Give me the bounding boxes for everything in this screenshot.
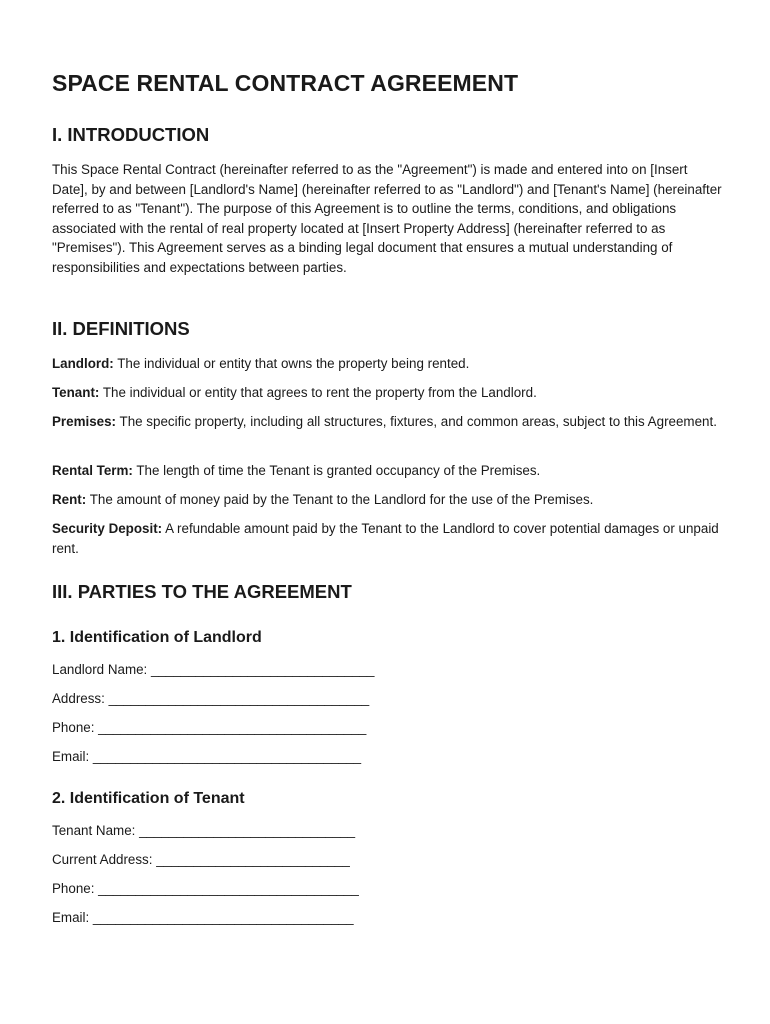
definition-premises: [52, 412, 722, 432]
definition-text: The length of time the Tenant is granted occupancy of the Premises.: [132, 463, 541, 478]
subheading-landlord-identification: 1. Identification of Landlord: [52, 629, 262, 646]
definition-text: A refundable amount paid by the Tenant to the Landlord to cover potential damages or unpaid rent.: [52, 521, 719, 556]
definition-security-deposit: [52, 519, 722, 558]
definition-rent: [52, 490, 722, 510]
document-title: SPACE RENTAL CONTRACT AGREEMENT: [52, 70, 519, 96]
section-heading-parties: III. PARTIES TO THE AGREEMENT: [52, 581, 352, 602]
subheading-tenant-identification: 2. Identification of Tenant: [52, 790, 245, 807]
definition-term: Rent:: [52, 492, 87, 507]
section-heading-introduction: I. INTRODUCTION: [52, 124, 210, 145]
section-heading-definitions: II. DEFINITIONS: [52, 318, 190, 339]
definition-term: Security Deposit:: [52, 521, 163, 536]
tenant-address-field: Current Address: __________________________: [52, 852, 350, 867]
landlord-name-field: Landlord Name: ______________________________: [52, 662, 375, 677]
introduction-paragraph: This Space Rental Contract (hereinafter referred to as the "Agreement") is made and entered into on [Insert Date], by and between [Landlord's Name] (hereinafter referred to as "Landlord") and [Tenant's Name] (hereinafter referred to as "Tenant"). The purpose of this Agreement is to outline the terms, conditions, and obligations associated with the rental of real property located at [Insert Property Address] (hereinafter referred to as "Premises"). This Agreement serves as a binding legal document that ensures a mutual understanding of responsibilities and expectations between parties.: [52, 162, 722, 275]
tenant-phone-field: Phone: ___________________________________: [52, 881, 359, 896]
definition-term: Tenant:: [52, 385, 100, 400]
definition-rental-term: [52, 461, 722, 481]
definition-text: The individual or entity that agrees to rent the property from the Landlord.: [99, 385, 537, 400]
definition-text: The individual or entity that owns the property being rented.: [113, 356, 470, 371]
definition-term: Rental Term:: [52, 463, 133, 478]
landlord-address-field: Address: ___________________________________: [52, 691, 370, 706]
definition-tenant: [52, 383, 722, 403]
definition-landlord: [52, 354, 722, 374]
tenant-name-field: Tenant Name: _____________________________: [52, 823, 356, 838]
definition-term: Landlord:: [52, 356, 114, 371]
landlord-email-field: Email: ____________________________________: [52, 749, 362, 764]
definition-term: Premises:: [52, 414, 117, 429]
definition-text: The amount of money paid by the Tenant to the Landlord for the use of the Premises.: [86, 492, 594, 507]
landlord-phone-field: Phone: ____________________________________: [52, 720, 367, 735]
tenant-email-field: Email: ___________________________________: [52, 910, 354, 925]
definition-text: The specific property, including all structures, fixtures, and common areas, subject to this Agreement.: [116, 414, 717, 429]
